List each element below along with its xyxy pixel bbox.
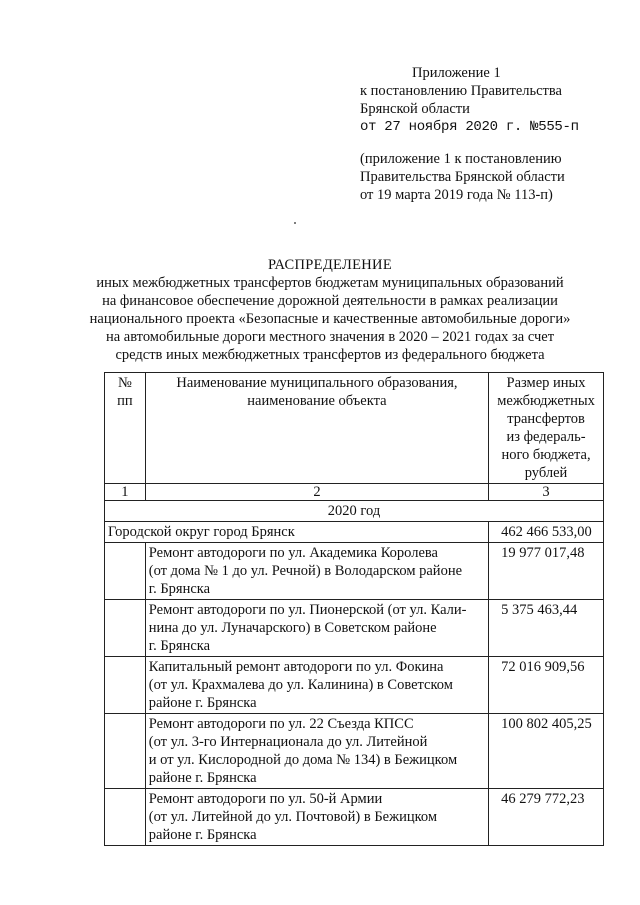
appendix-date-line: от 27 ноября 2020 г. №555-п [360, 119, 579, 135]
distribution-table [104, 372, 604, 846]
object-number-cell [105, 657, 146, 714]
column-number-1: 1 [105, 484, 146, 501]
object-number-cell [105, 789, 146, 846]
heading-line-3: национального проекта «Безопасные и качественные автомобильные дороги» [89, 311, 571, 327]
appendix-title: Приложение 1 [412, 65, 501, 81]
object-amount: 72 016 909,56 [489, 657, 604, 714]
header-number-sign: № [117, 375, 132, 391]
object-name-cell [145, 714, 488, 789]
header-name-line-2: наименование объекта [247, 393, 387, 409]
heading-title: РАСПРЕДЕЛЕНИЕ [268, 257, 392, 273]
object-name-line: нина до ул. Луначарского) в Советском районе [148, 620, 437, 636]
table-row [105, 657, 604, 714]
object-name-line: Ремонт автодороги по ул. 50-й Армии [148, 791, 383, 807]
object-amount: 46 279 772,23 [489, 789, 604, 846]
table-row [105, 789, 604, 846]
heading-line-1: иных межбюджетных трансфертов бюджетам муниципальных образований [96, 275, 564, 291]
object-name-line: г. Брянска [148, 638, 211, 654]
object-name-line: районе г. Брянска [148, 770, 257, 786]
object-name-cell [145, 789, 488, 846]
header-number-pp: пп [117, 393, 133, 409]
object-name-line: районе г. Брянска [148, 827, 257, 843]
header-amount-line-6: рублей [524, 465, 568, 481]
object-name-cell [145, 543, 488, 600]
table-header-row [105, 373, 604, 484]
table-row [105, 714, 604, 789]
column-number-3: 3 [489, 484, 604, 501]
object-number-cell [105, 543, 146, 600]
header-amount-line-5: ного бюджета, [501, 447, 591, 463]
header-amount-cell [489, 373, 604, 484]
header-amount-line-3: трансфертов [507, 411, 585, 427]
object-name-line: Ремонт автодороги по ул. Академика Королева [148, 545, 438, 561]
object-name-cell [145, 600, 488, 657]
object-number-cell [105, 600, 146, 657]
appendix-line-2: Брянской области [360, 101, 470, 117]
object-name-line: г. Брянска [148, 581, 211, 597]
header-name-line-1: Наименование муниципального образования, [176, 375, 458, 391]
municipality-row [105, 522, 604, 543]
previous-appendix-line-3: от 19 марта 2019 года № 113-п) [360, 187, 553, 203]
object-name-line: Капитальный ремонт автодороги по ул. Фокина [148, 659, 444, 675]
document-heading [60, 256, 600, 364]
object-name-line: (от ул. Крахмалева до ул. Калинина) в Советском [148, 677, 453, 693]
object-name-line: (от ул. 3-го Интернационала до ул. Литейной [148, 734, 428, 750]
heading-line-5: средств иных межбюджетных трансфертов из федерального бюджета [115, 347, 545, 363]
header-name-cell [145, 373, 488, 484]
object-name-line: Ремонт автодороги по ул. Пионерской (от ул. Кали- [148, 602, 467, 618]
year-cell: 2020 год [105, 501, 604, 522]
object-name-line: (от дома № 1 до ул. Речной) в Володарском районе [148, 563, 463, 579]
year-row [105, 501, 604, 522]
header-amount-line-1: Размер иных [506, 375, 586, 391]
table-row [105, 543, 604, 600]
object-name-line: Ремонт автодороги по ул. 22 Съезда КПСС [148, 716, 414, 732]
municipality-name: Городской округ город Брянск [105, 522, 489, 543]
heading-line-4: на автомобильные дороги местного значения в 2020 – 2021 годах за счет [105, 329, 555, 345]
column-number-2: 2 [145, 484, 488, 501]
previous-appendix-block [360, 150, 630, 204]
object-name-cell [145, 657, 488, 714]
header-number-cell [105, 373, 146, 484]
object-amount: 5 375 463,44 [489, 600, 604, 657]
object-number-cell [105, 714, 146, 789]
municipality-amount: 462 466 533,00 [489, 522, 604, 543]
appendix-line-1: к постановлению Правительства [360, 83, 562, 99]
header-amount-line-4: из федераль- [506, 429, 586, 445]
previous-appendix-line-1: (приложение 1 к постановлению [360, 151, 562, 167]
header-amount-line-2: межбюджетных [497, 393, 595, 409]
object-name-line: районе г. Брянска [148, 695, 257, 711]
appendix-block [360, 64, 630, 136]
column-numbering-row [105, 484, 604, 501]
object-amount: 100 802 405,25 [489, 714, 604, 789]
object-amount: 19 977 017,48 [489, 543, 604, 600]
object-name-line: (от ул. Литейной до ул. Почтовой) в Бежицком [148, 809, 438, 825]
object-name-line: и от ул. Кислородной до дома № 134) в Бежицком [148, 752, 458, 768]
stray-mark [294, 222, 296, 224]
table-row [105, 600, 604, 657]
heading-line-2: на финансовое обеспечение дорожной деятельности в рамках реализации [102, 293, 558, 309]
previous-appendix-line-2: Правительства Брянской области [360, 169, 565, 185]
